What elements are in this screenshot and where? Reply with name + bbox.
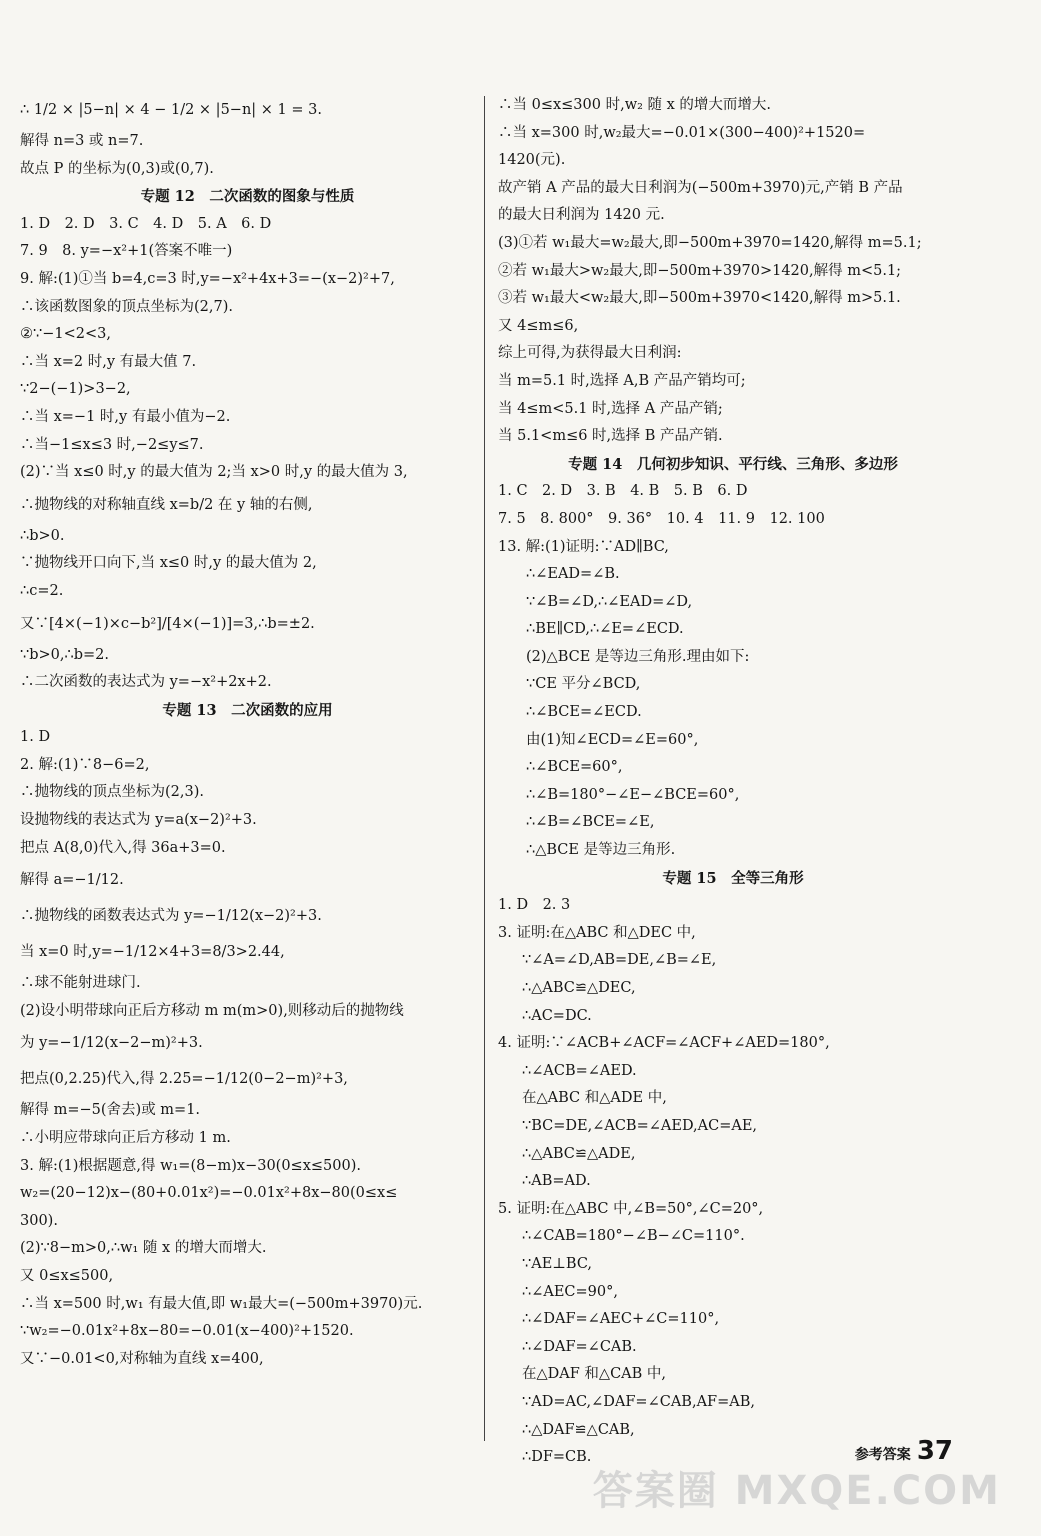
text-line: ∴当−1≤x≤3 时,−2≤y≤7.: [20, 436, 204, 453]
text-line: 综上可得,为获得最大日利润:: [498, 345, 682, 362]
text-line: 故点 P 的坐标为(0,3)或(0,7).: [20, 160, 214, 177]
text-line: (3)①若 w₁最大=w₂最大,即−500m+3970=1420,解得 m=5.1;: [498, 234, 922, 251]
text-line: 当 4≤m<5.1 时,选择 A 产品产销;: [498, 400, 723, 417]
left-column: [20, 92, 475, 1373]
section-heading: 专题 12 二次函数的图象与性质: [140, 188, 355, 206]
text-line: 1. D 2. 3: [498, 897, 571, 914]
text-line: ∴DF=CB.: [522, 1449, 592, 1466]
text-line: 7. 9 8. y=−x²+1(答案不唯一): [20, 243, 233, 260]
text-line: (2)设小明带球向正后方移动 m m(m>0),则移动后的抛物线: [20, 1002, 404, 1019]
text-line: ∴∠AEC=90°,: [522, 1283, 618, 1300]
text-line: 9. 解:(1)①当 b=4,c=3 时,y=−x²+4x+3=−(x−2)²+7,: [20, 270, 395, 287]
text-line: ∴∠BCE=∠ECD.: [526, 704, 642, 721]
text-line: 1. C 2. D 3. B 4. B 5. B 6. D: [498, 483, 748, 500]
text-line: ∴△DAF≌△CAB,: [522, 1421, 635, 1438]
text-line: ∴∠BCE=60°,: [526, 759, 623, 776]
text-line: 解得 m=−5(舍去)或 m=1.: [20, 1102, 201, 1119]
footer-label: 参考答案: [854, 1447, 911, 1463]
text-line: ∴当 x=2 时,y 有最大值 7.: [20, 353, 197, 370]
text-line: ∴当 0≤x≤300 时,w₂ 随 x 的增大而增大.: [498, 97, 772, 113]
text-line: 在△DAF 和△CAB 中,: [522, 1366, 667, 1383]
text-line: ∴当 x=500 时,w₁ 有最大值,即 w₁最大=(−500m+3970)元.: [20, 1295, 423, 1312]
text-line: (2)△BCE 是等边三角形.理由如下:: [526, 648, 750, 665]
text-line: ∵∠A=∠D,AB=DE,∠B=∠E,: [522, 952, 717, 969]
text-line: ②∵−1<2<3,: [20, 326, 111, 343]
text-line: ∵AD=AC,∠DAF=∠CAB,AF=AB,: [522, 1393, 755, 1410]
page-number: 37: [916, 1436, 953, 1466]
text-line: 故产销 A 产品的最大日利润为(−500m+3970)元,产销 B 产品: [498, 179, 903, 196]
text-line: ∵抛物线开口向下,当 x≤0 时,y 的最大值为 2,: [20, 555, 317, 572]
text-line: ∵∠B=∠D,∴∠EAD=∠D,: [526, 593, 693, 610]
text-line: ∴∠CAB=180°−∠B−∠C=110°.: [522, 1228, 745, 1245]
text-line: 为 y=−1/12(x−2−m)²+3.: [20, 1035, 203, 1052]
text-line: ∴BE∥CD,∴∠E=∠ECD.: [526, 621, 684, 638]
text-line: ∴AB=AD.: [522, 1173, 591, 1190]
text-line: ∵b>0,∴b=2.: [20, 646, 109, 663]
text-line: 2. 解:(1)∵8−6=2,: [20, 756, 150, 773]
text-line: ∴当 x=−1 时,y 有最小值为−2.: [20, 408, 231, 425]
text-line: 又 0≤x≤500,: [20, 1268, 114, 1284]
text-line: 把点(0,2.25)代入,得 2.25=−1/12(0−2−m)²+3,: [20, 1071, 348, 1088]
text-line: ∴b>0.: [20, 527, 65, 544]
column-divider: [484, 96, 485, 1441]
text-line: ∴抛物线的顶点坐标为(2,3).: [20, 784, 204, 801]
text-line: ∴小明应带球向正后方移动 1 m.: [20, 1130, 231, 1147]
watermark-logo: 答案圈 MXQE.COM: [592, 1468, 1001, 1514]
text-line: ∴∠DAF=∠CAB.: [522, 1338, 637, 1355]
text-line: ∵AE⊥BC,: [522, 1255, 593, 1272]
text-line: ②若 w₁最大>w₂最大,即−500m+3970>1420,解得 m<5.1;: [498, 262, 902, 279]
text-line: 设抛物线的表达式为 y=a(x−2)²+3.: [20, 812, 257, 829]
section-heading: 专题 15 全等三角形: [662, 869, 804, 887]
text-line: 1. D 2. D 3. C 4. D 5. A 6. D: [20, 215, 272, 232]
text-line: ∵w₂=−0.01x²+8x−80=−0.01(x−400)²+1520.: [20, 1323, 354, 1340]
text-line: 的最大日利润为 1420 元.: [498, 207, 665, 224]
text-line: ∵2−(−1)>3−2,: [20, 381, 131, 398]
text-line: ∴∠EAD=∠B.: [526, 566, 620, 583]
text-line: ∴∠DAF=∠AEC+∠C=110°,: [522, 1311, 720, 1328]
text-line: (2)∵8−m>0,∴w₁ 随 x 的增大而增大.: [20, 1240, 267, 1257]
text-line: 13. 解:(1)证明:∵AD∥BC,: [498, 538, 669, 555]
text-line: 又 4≤m≤6,: [498, 317, 579, 334]
text-line: ∴ 1/2 × |5−n| × 4 − 1/2 × |5−n| × 1 = 3.: [20, 102, 322, 118]
text-line: 3. 证明:在△ABC 和△DEC 中,: [498, 924, 696, 941]
text-line: 又∵−0.01<0,对称轴为直线 x=400,: [20, 1350, 264, 1367]
text-line: 当 5.1<m≤6 时,选择 B 产品产销.: [498, 428, 723, 445]
text-line: 把点 A(8,0)代入,得 36a+3=0.: [20, 839, 226, 856]
text-line: 解得 n=3 或 n=7.: [20, 133, 144, 149]
text-line: (2)∵当 x≤0 时,y 的最大值为 2;当 x>0 时,y 的最大值为 3,: [20, 464, 408, 481]
text-line: 7. 5 8. 800° 9. 36° 10. 4 11. 9 12. 100: [498, 510, 825, 527]
right-column: [498, 92, 968, 1472]
text-line: 在△ABC 和△ADE 中,: [522, 1090, 667, 1107]
section-heading: 专题 13 二次函数的应用: [162, 701, 333, 719]
text-line: ∵CE 平分∠BCD,: [526, 676, 641, 693]
text-line: ∴△BCE 是等边三角形.: [526, 842, 676, 859]
text-line: ∴△ABC≌△DEC,: [522, 980, 636, 996]
text-line: ∴二次函数的表达式为 y=−x²+2x+2.: [20, 674, 272, 691]
text-line: ∴∠ACB=∠AED.: [522, 1062, 637, 1079]
text-line: 5. 证明:在△ABC 中,∠B=50°,∠C=20°,: [498, 1200, 764, 1217]
text-line: ∴球不能射进球门.: [20, 975, 141, 992]
text-line: 当 x=0 时,y=−1/12×4+3=8/3>2.44,: [20, 944, 285, 961]
text-line: ∴抛物线的函数表达式为 y=−1/12(x−2)²+3.: [20, 908, 322, 925]
text-line: ∴△ABC≌△ADE,: [522, 1145, 636, 1162]
text-line: ∴该函数图象的顶点坐标为(2,7).: [20, 298, 233, 315]
text-line: 300).: [20, 1212, 58, 1229]
text-line: ∴∠B=180°−∠E−∠BCE=60°,: [526, 786, 740, 803]
text-line: w₂=(20−12)x−(80+0.01x²)=−0.01x²+8x−80(0≤x≤: [20, 1185, 398, 1202]
text-line: ∴抛物线的对称轴直线 x=b/2 在 y 轴的右侧,: [20, 496, 313, 513]
text-line: 1. D: [20, 729, 51, 746]
text-line: 由(1)知∠ECD=∠E=60°,: [526, 731, 699, 748]
text-line: ③若 w₁最大<w₂最大,即−500m+3970<1420,解得 m>5.1.: [498, 290, 901, 307]
text-line: ∴c=2.: [20, 582, 64, 599]
text-line: ∴当 x=300 时,w₂最大=−0.01×(300−400)²+1520=: [498, 124, 866, 141]
text-line: 4. 证明:∵∠ACB+∠ACF=∠ACF+∠AED=180°,: [498, 1035, 830, 1052]
text-line: ∴∠B=∠BCE=∠E,: [526, 814, 655, 831]
text-line: ∴AC=DC.: [522, 1007, 592, 1024]
text-line: 1420(元).: [498, 152, 566, 169]
text-line: 当 m=5.1 时,选择 A,B 产品产销均可;: [498, 372, 746, 389]
text-line: 3. 解:(1)根据题意,得 w₁=(8−m)x−30(0≤x≤500).: [20, 1157, 361, 1174]
text-line: 又∵[4×(−1)×c−b²]/[4×(−1)]=3,∴b=±2.: [20, 615, 315, 632]
section-heading: 专题 14 几何初步知识、平行线、三角形、多边形: [568, 455, 898, 473]
text-line: 解得 a=−1/12.: [20, 872, 124, 889]
text-line: ∵BC=DE,∠ACB=∠AED,AC=AE,: [522, 1117, 758, 1134]
